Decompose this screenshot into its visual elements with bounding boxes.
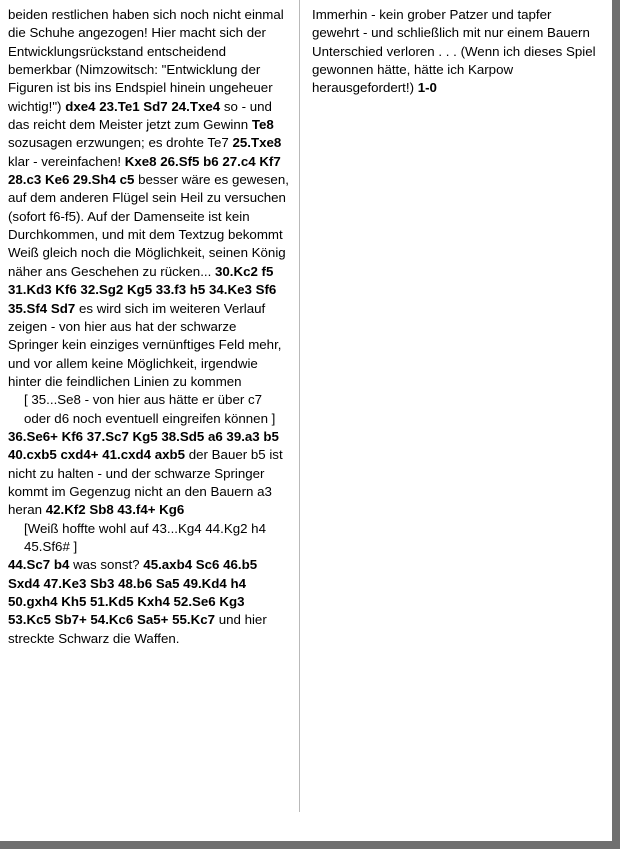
move-run: 25.Txe8	[232, 135, 282, 151]
move-run: 36.Se6+ Kf6 37.Sc7 Kg5 38.Sd5 a6 39.a3 b5 40.cxb5 cxd4+ 41.cxd4	[8, 428, 279, 463]
move-run: Kxe8 26.Sf5 b6 27.c4 Kf7 28.c3 Ke6 29.Sh4 c5	[8, 153, 281, 188]
move-run: 30.Kc2 f5 31.Kd3 Kf6 32.Sg2 Kg5 33.f3 h5 34.Ke3 Sf6 35.Sf4 Sd7	[8, 263, 277, 316]
move-run: 42.Kf2 Sb8 43.f4+ Kg6	[45, 502, 185, 518]
move-run: 44.Sc7 b4	[8, 557, 70, 573]
annotation-comment: und hier streckte Schwarz die Waffen.	[8, 612, 267, 646]
game-annotation-text-right	[312, 6, 602, 98]
annotation-comment: Immerhin - kein grober Patzer und tapfer gewehrt - und schließlich mit nur einem Bauern Unterschied verloren . . .	[312, 7, 590, 59]
move-run: dxe4 23.Te1 Sd7 24.Txe4	[65, 98, 221, 114]
annotation-aside: (Wenn ich dieses Spiel gewonnen hätte, hätte ich Karpow herausgefordert!)	[312, 43, 596, 96]
annotation-comment: beiden restlichen haben sich noch nicht einmal die Schuhe angezogen! Hier macht sich der Entwicklungsrückstand entscheidend bemerkbar (Nimzowitsch: "Entwicklung der Figuren ist bis ins Endspiel hinein ungeheuer wichtig!")	[8, 7, 284, 114]
annotation-variation: [Weiß hoffte wohl auf 43...Kg4 44.Kg2 h4 45.Sf6# ]	[24, 520, 266, 554]
move-run: axb5	[154, 447, 186, 463]
annotation-comment: es wird sich im weiteren Verlauf zeigen - von hier aus hat der schwarze Springer kein einziges vernünftiges Feld mehr, und vor allem keine Möglichkeit, irgendwie hinter die feindlichen Linien zu kommen	[8, 300, 282, 389]
annotation-comment: klar - vereinfachen!	[8, 153, 122, 169]
right-text-column	[300, 0, 612, 104]
annotation-comment: der Bauer b5 ist nicht zu halten - und der schwarze Springer kommt im Gegenzug nicht an den Bauern a3 heran	[8, 447, 283, 518]
annotation-comment: besser wäre es gewesen, auf dem anderen Flügel sein Heil zu versuchen (sofort f6-f5). Auf der Damenseite ist kein Durchkommen, und mit dem Textzug bekommt Weiß gleich noch die Möglichkeit, seinen König näher ans Geschehen zu rücken...	[8, 172, 289, 279]
annotation-variation: [ 35...Se8 - von hier aus hätte er über c7 oder d6 noch eventuell eingreifen können ]	[24, 392, 276, 426]
game-annotation-text-left	[8, 6, 289, 648]
annotation-comment: was sonst?	[73, 557, 140, 573]
move-run: 45.axb4 Sc6 46.b5 Sxd4 47.Ke3 Sb3 48.b6 Sa5 49.Kd4 h4 50.gxh4 Kh5 51.Kd5 Kxh4 52.Se6 Kg3 53.Kc5 Sb7+ 54.Kc6 Sa5+ 55.Kc7	[8, 557, 258, 628]
move-run: Te8	[251, 117, 274, 133]
annotation-comment: sozusagen erzwungen; es drohte Te7	[8, 135, 229, 151]
left-text-column	[0, 0, 300, 812]
annotation-comment: so - und das reicht dem Meister jetzt zum Gewinn	[8, 98, 272, 133]
game-result: 1-0	[417, 80, 437, 96]
